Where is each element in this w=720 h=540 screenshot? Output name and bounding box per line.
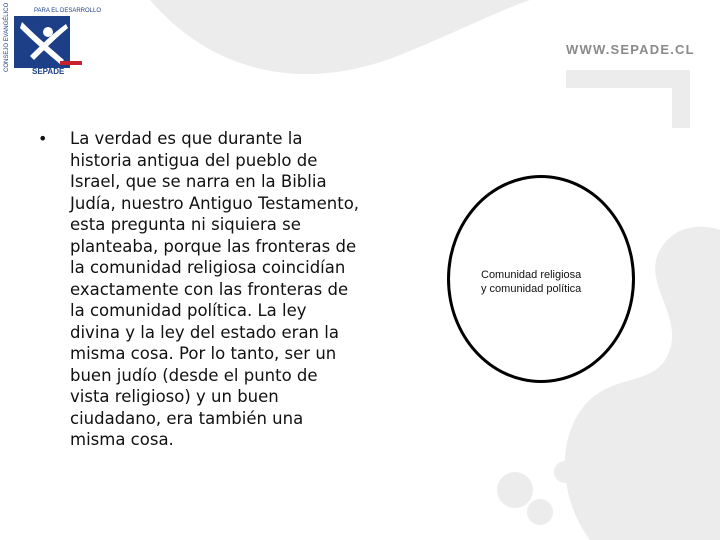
logo-red-bar <box>60 61 82 65</box>
sepade-logo <box>0 0 102 80</box>
logo-arc-text: CONSEJO EVANGÉLICO <box>4 2 10 72</box>
deco-circle-b <box>527 499 553 525</box>
bullet-item <box>38 128 360 451</box>
circle-label <box>481 268 621 296</box>
bullet-paragraph-text: La verdad es que durante la historia antigua del pueblo de Israel, que se narra en la Biblia Judía, nuestro Antiguo Testamento, esta pregunta ni siquiera se planteaba, porque las fronteras de la comunidad religiosa coincidían exactamente con las fronteras de la comunidad política. La ley divina y la ley del estado eran la misma cosa. Por lo tanto, ser un buen judío (desde el punto de vista religioso) y un buen ciudadano, era también una misma cosa. <box>70 129 360 449</box>
deco-swoosh-top <box>150 0 530 74</box>
deco-bracket-top-right <box>566 70 690 128</box>
bullet-symbol: • <box>38 129 48 148</box>
logo-tagline: PARA EL DESARROLLO <box>34 8 102 14</box>
circle-label-line-2: y comunidad política <box>481 283 582 295</box>
logo-name: SEPADE <box>32 67 65 76</box>
deco-circle-c <box>554 461 576 483</box>
deco-circle-a <box>497 472 533 508</box>
website-url: WWW.SEPADE.CL <box>566 42 695 57</box>
circle-label-line-1: Comunidad religiosa <box>481 269 582 281</box>
bullet-list <box>38 128 360 451</box>
logo-figure-head <box>43 27 53 37</box>
